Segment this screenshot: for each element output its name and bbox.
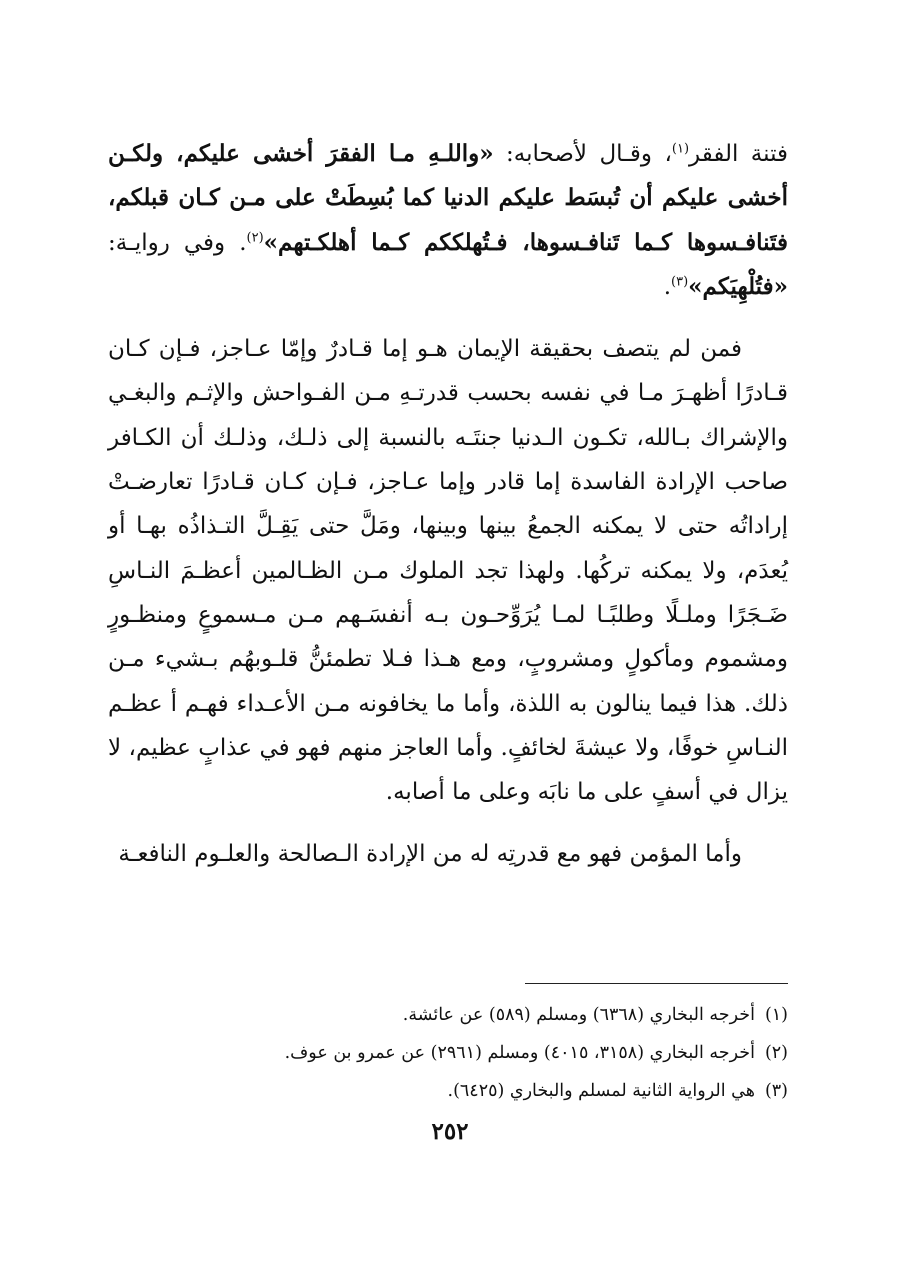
footnote-ref-3: (٣) [671, 274, 689, 290]
paragraph-2: فمن لم يتصف بحقيقة الإيمان هـو إما قـادرٌ وإمّا عـاجز، فـإن كـان قـادرًا أظهـرَ مـا في نفسه بحسب قدرتـهِ مـن الفـواحش والإثـم والبغـي والإشراك بـالله، تكـون الـدنيا جنتَـه بالنسبة إلى ذلـك، وذلـك أن الكـافر صاحب الإرادة الفاسدة إما قادر وإما عـاجز، فـإن كـان قـادرًا تعارضـتْ إراداتُه حتى لا يمكنه الجمعُ بينها وبينها، ومَلَّ حتى يَقِـلَّ التـذاذُه بهـا أو يُعدَم، ولا يمكنه تركُها. ولهذا تجد الملوك مـن الظـالمين أعظـمَ النـاسِ ضَـجَرًا وملـلًا وطلبًـا لمـا يُرَوِّحـون بـه أنفسَـهم مـن مـسموعٍ ومنظـورٍ ومشموم ومأكولٍ ومشروبٍ، ومع هـذا فـلا تطمئنُّ قلـوبهُم بـشيء مـن ذلك. هذا فيما ينالون به اللذة، وأما ما يخافونه مـن الأعـداء فهـم أ عظـم النـاسِ خوفًا، ولا عيشةَ لخائفٍ. وأما العاجز منهم فهو في عذابٍ عظيم، لا يزال في أسفٍ على ما نابَه وعلى ما أصابه. [108, 336, 788, 806]
footnote-2-number: (٢) [764, 1043, 788, 1063]
paragraph-1-narration: ، وقـال لأصحابه: [493, 141, 672, 167]
paragraph-1-end: . [663, 273, 671, 300]
hadith-variant-quote: «فتُلْهِيَكم» [688, 272, 788, 300]
footnote-1-text: أخرجه البخاري (٦٣٦٨) ومسلم (٥٨٩) عن عائشة. [402, 1005, 755, 1025]
footnote-separator [525, 983, 788, 984]
footnote-1-number: (١) [764, 1005, 788, 1025]
paragraph-1-variant-intro: . وفي روايـة: [108, 229, 247, 256]
hadith-quote: «واللـهِ مـا الفقرَ أخشى عليكم، ولكـن أخشى عليكم أن تُبسَط عليكم الدنيا كما بُسِطَتْ على مـن كـان قبلكم، فتَنافـسوها كـما تَنافـسوها، فـتُهلككم كـما أهلكـتهم» [108, 140, 788, 256]
footnote-3 [108, 1072, 788, 1110]
footnotes [108, 996, 788, 1110]
page-number: ٢٥٢ [431, 1118, 469, 1145]
paragraph-1-opening: فتنة الفقر [689, 141, 788, 167]
footnote-1 [108, 996, 788, 1034]
footnote-3-text: هي الرواية الثانية لمسلم والبخاري (٦٤٢٥). [447, 1081, 755, 1101]
footnote-3-number: (٣) [764, 1081, 788, 1101]
paragraph-1 [108, 132, 788, 309]
footnote-ref-2: (٢) [246, 229, 264, 245]
footnote-2 [108, 1034, 788, 1072]
main-text [108, 132, 788, 877]
footnote-2-text: أخرجه البخاري (٣١٥٨، ٤٠١٥) ومسلم (٢٩٦١) عن عمرو بن عوف. [284, 1043, 755, 1063]
footnote-ref-1: (١) [671, 141, 690, 157]
paragraph-3: وأما المؤمن فهو مع قدرتِه له من الإرادة الـصالحة والعلـوم النافعـة [118, 841, 742, 868]
